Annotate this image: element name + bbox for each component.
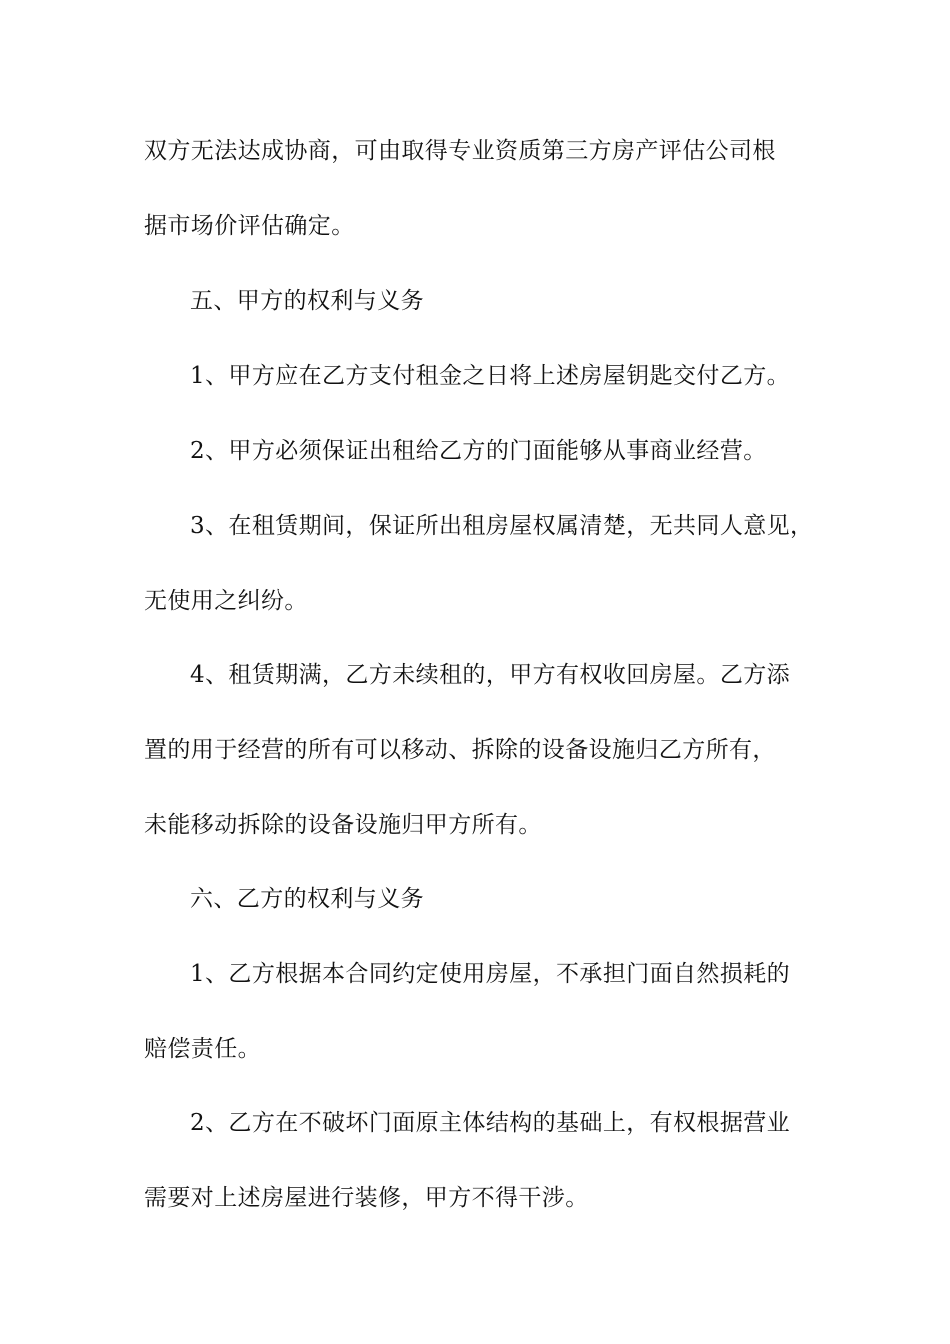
paragraph-line: 2、甲方必须保证出租给乙方的门面能够从事商业经营。 (190, 438, 767, 464)
section-heading: 五、甲方的权利与义务 (190, 288, 424, 314)
paragraph-line: 需要对上述房屋进行装修，甲方不得干涉。 (144, 1185, 589, 1211)
paragraph-line: 2、乙方在不破坏门面原主体结构的基础上，有权根据营业 (190, 1110, 791, 1136)
paragraph-line: 1、甲方应在乙方支付租金之日将上述房屋钥匙交付乙方。 (190, 363, 791, 389)
section-heading: 六、乙方的权利与义务 (190, 886, 424, 912)
paragraph-line: 据市场价评估确定。 (144, 213, 355, 239)
paragraph-line: 1、乙方根据本合同约定使用房屋，不承担门面自然损耗的 (190, 961, 791, 987)
paragraph-line: 4、租赁期满，乙方未续租的，甲方有权收回房屋。乙方添 (190, 662, 791, 688)
paragraph-line: 置的用于经营的所有可以移动、拆除的设备设施归乙方所有， (144, 737, 776, 763)
paragraph-line: 赔偿责任。 (144, 1036, 261, 1062)
paragraph-line: 无使用之纠纷。 (144, 588, 308, 614)
paragraph-line: 双方无法达成协商，可由取得专业资质第三方房产评估公司根 (144, 138, 776, 164)
paragraph-line: 未能移动拆除的设备设施归甲方所有。 (144, 812, 542, 838)
paragraph-line: 3、在租赁期间，保证所出租房屋权属清楚，无共同人意见， (190, 513, 814, 539)
